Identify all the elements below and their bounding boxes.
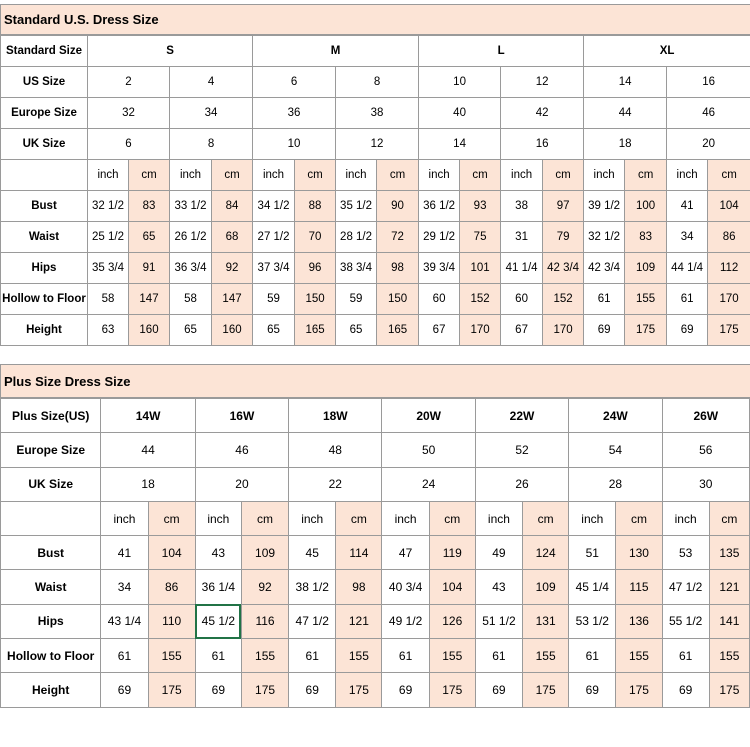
size-value-cell: 24 [382,467,475,501]
inch-value-cell: 69 [569,673,616,707]
cm-value-cell: 126 [429,604,475,638]
row-label: Europe Size [1,433,101,467]
inch-value-cell: 25 1/2 [88,222,129,253]
row-label: Waist [1,570,101,604]
inch-value-cell: 29 1/2 [419,222,460,253]
cm-value-cell: 147 [212,284,253,315]
inch-value-cell: 35 3/4 [88,253,129,284]
unit-cm-label: cm [429,501,475,535]
inch-value-cell: 58 [170,284,212,315]
cm-value-cell: 42 3/4 [543,253,584,284]
plus-size-title: Plus Size Dress Size [0,364,750,398]
size-value-cell: 36 [253,98,336,129]
inch-value-cell: 32 1/2 [584,222,625,253]
cm-value-cell: 93 [460,191,501,222]
size-value-cell: 40 [419,98,501,129]
size-value-cell: 10 [253,129,336,160]
inch-value-cell: 61 [475,639,522,673]
inch-value-cell: 59 [253,284,295,315]
size-value-cell: 6 [88,129,170,160]
uk-row [1,129,750,160]
inch-value-cell: 45 [289,536,336,570]
inch-value-cell: 69 [195,673,241,707]
row-label: Height [1,673,101,707]
inch-value-cell: 28 1/2 [336,222,377,253]
size-value-cell: 2 [88,67,170,98]
size-header-cell: 14W [101,399,195,433]
inch-value-cell: 45 1/4 [569,570,616,604]
measurement-row-bust [1,191,750,222]
cm-value-cell: 175 [148,673,195,707]
inch-value-cell: 47 1/2 [662,570,709,604]
cm-value-cell: 155 [523,639,569,673]
unit-cm-label: cm [460,160,501,191]
cm-value-cell: 155 [148,639,195,673]
cm-value-cell: 104 [429,570,475,604]
unit-inch-label: inch [336,160,377,191]
cm-value-cell: 141 [709,604,749,638]
row-label: Europe Size [1,98,88,129]
row-label: Waist [1,222,88,253]
unit-inch-label: inch [170,160,212,191]
unit-inch-label: inch [584,160,625,191]
unit-inch-label: inch [101,501,148,535]
row-label: Hips [1,604,101,638]
unit-row [1,501,750,535]
measurement-row-waist [1,570,750,604]
inch-value-cell: 41 1/4 [501,253,543,284]
unit-cm-label: cm [212,160,253,191]
inch-value-cell: 26 1/2 [170,222,212,253]
size-row [1,399,750,433]
cm-value-cell: 175 [523,673,569,707]
size-value-cell: 56 [662,433,749,467]
cm-value-cell: 175 [336,673,382,707]
inch-value-cell: 69 [662,673,709,707]
unit-cm-label: cm [241,501,288,535]
inch-value-cell: 36 1/4 [195,570,241,604]
size-value-cell: 10 [419,67,501,98]
inch-value-cell: 42 3/4 [584,253,625,284]
size-value-cell: 8 [336,67,419,98]
row-label: Bust [1,536,101,570]
inch-value-cell: 67 [501,315,543,346]
inch-value-cell: 65 [170,315,212,346]
size-value-cell: 48 [289,433,382,467]
inch-value-cell: 61 [195,639,241,673]
measurement-row-hips [1,604,750,638]
size-value-cell: 42 [501,98,584,129]
cm-value-cell: 155 [336,639,382,673]
cm-value-cell: 155 [625,284,667,315]
unit-cm-label: cm [709,501,749,535]
cm-value-cell: 155 [241,639,288,673]
unit-cm-label: cm [295,160,336,191]
unit-inch-label: inch [662,501,709,535]
cm-value-cell: 150 [377,284,419,315]
cm-value-cell: 86 [148,570,195,604]
inch-value-cell: 51 1/2 [475,604,522,638]
row-label: Hollow to Floor [1,639,101,673]
unit-cm-label: cm [616,501,662,535]
unit-inch-label: inch [382,501,429,535]
cm-value-cell: 65 [129,222,170,253]
row-label: Plus Size(US) [1,399,101,433]
size-value-cell: 20 [195,467,288,501]
cm-value-cell: 79 [543,222,584,253]
cm-value-cell: 152 [543,284,584,315]
cm-value-cell: 175 [429,673,475,707]
size-value-cell: 32 [88,98,170,129]
row-label: Hips [1,253,88,284]
unit-cm-label: cm [523,501,569,535]
size-value-cell: 34 [170,98,253,129]
inch-value-cell: 63 [88,315,129,346]
cm-value-cell: 72 [377,222,419,253]
size-value-cell: 50 [382,433,475,467]
size-value-cell: 20 [667,129,750,160]
size-value-cell: 18 [101,467,195,501]
blank-cell [1,501,101,535]
cm-value-cell: 90 [377,191,419,222]
measurement-row-hollow-to-floor [1,284,750,315]
inch-value-cell: 69 [475,673,522,707]
inch-value-cell: 37 3/4 [253,253,295,284]
cm-value-cell: 114 [336,536,382,570]
inch-value-cell: 69 [289,673,336,707]
cm-value-cell: 84 [212,191,253,222]
inch-value-cell: 65 [253,315,295,346]
cm-value-cell: 160 [212,315,253,346]
measurement-row-waist [1,222,750,253]
unit-inch-label: inch [475,501,522,535]
inch-value-cell: 47 1/2 [289,604,336,638]
inch-value-cell: 38 [501,191,543,222]
size-row [1,36,750,67]
size-value-cell: 44 [584,98,667,129]
inch-value-cell: 59 [336,284,377,315]
size-value-cell: 38 [336,98,419,129]
plus-size-table [0,398,750,708]
unit-inch-label: inch [195,501,241,535]
selected-cell[interactable]: 45 1/2 [195,604,241,638]
cm-value-cell: 112 [708,253,750,284]
row-label: UK Size [1,467,101,501]
cm-value-cell: 98 [377,253,419,284]
inch-value-cell: 35 1/2 [336,191,377,222]
europe-row [1,433,750,467]
unit-cm-label: cm [148,501,195,535]
inch-value-cell: 53 [662,536,709,570]
cm-value-cell: 131 [523,604,569,638]
inch-value-cell: 31 [501,222,543,253]
size-value-cell: 14 [419,129,501,160]
inch-value-cell: 33 1/2 [170,191,212,222]
inch-value-cell: 60 [501,284,543,315]
size-value-cell: 46 [195,433,288,467]
cm-value-cell: 116 [241,604,288,638]
unit-cm-label: cm [377,160,419,191]
cm-value-cell: 104 [708,191,750,222]
inch-value-cell: 47 [382,536,429,570]
us-row [1,67,750,98]
inch-value-cell: 61 [662,639,709,673]
cm-value-cell: 109 [523,570,569,604]
size-value-cell: 14 [584,67,667,98]
inch-value-cell: 61 [667,284,708,315]
cm-value-cell: 160 [129,315,170,346]
cm-value-cell: 147 [129,284,170,315]
cm-value-cell: 130 [616,536,662,570]
inch-value-cell: 43 [195,536,241,570]
inch-value-cell: 34 1/2 [253,191,295,222]
cm-value-cell: 98 [336,570,382,604]
inch-value-cell: 69 [101,673,148,707]
size-value-cell: 12 [336,129,419,160]
inch-value-cell: 49 [475,536,522,570]
inch-value-cell: 55 1/2 [662,604,709,638]
cm-value-cell: 75 [460,222,501,253]
cm-value-cell: 155 [709,639,749,673]
cm-value-cell: 110 [148,604,195,638]
inch-value-cell: 40 3/4 [382,570,429,604]
cm-value-cell: 175 [616,673,662,707]
size-value-cell: 6 [253,67,336,98]
inch-value-cell: 34 [101,570,148,604]
unit-row [1,160,750,191]
inch-value-cell: 27 1/2 [253,222,295,253]
inch-value-cell: 69 [584,315,625,346]
inch-value-cell: 44 1/4 [667,253,708,284]
cm-value-cell: 175 [709,673,749,707]
standard-size-table [0,35,750,346]
inch-value-cell: 34 [667,222,708,253]
inch-value-cell: 51 [569,536,616,570]
inch-value-cell: 41 [101,536,148,570]
size-header-cell: 26W [662,399,749,433]
inch-value-cell: 38 1/2 [289,570,336,604]
unit-inch-label: inch [419,160,460,191]
inch-value-cell: 41 [667,191,708,222]
size-value-cell: 12 [501,67,584,98]
cm-value-cell: 100 [625,191,667,222]
inch-value-cell: 36 3/4 [170,253,212,284]
uk-row [1,467,750,501]
inch-value-cell: 65 [336,315,377,346]
inch-value-cell: 61 [289,639,336,673]
cm-value-cell: 83 [129,191,170,222]
cm-value-cell: 175 [708,315,750,346]
cm-value-cell: 175 [625,315,667,346]
unit-inch-label: inch [289,501,336,535]
cm-value-cell: 170 [460,315,501,346]
cm-value-cell: 165 [295,315,336,346]
inch-value-cell: 61 [382,639,429,673]
unit-cm-label: cm [129,160,170,191]
row-label: Height [1,315,88,346]
size-value-cell: 54 [569,433,662,467]
cm-value-cell: 150 [295,284,336,315]
cm-value-cell: 119 [429,536,475,570]
inch-value-cell: 61 [569,639,616,673]
cm-value-cell: 152 [460,284,501,315]
cm-value-cell: 68 [212,222,253,253]
row-label: Bust [1,191,88,222]
cm-value-cell: 96 [295,253,336,284]
unit-cm-label: cm [625,160,667,191]
unit-inch-label: inch [569,501,616,535]
size-value-cell: 18 [584,129,667,160]
size-value-cell: 16 [667,67,750,98]
measurement-row-height [1,315,750,346]
inch-value-cell: 36 1/2 [419,191,460,222]
unit-inch-label: inch [88,160,129,191]
cm-value-cell: 115 [616,570,662,604]
size-header-cell: M [253,36,419,67]
size-header-cell: 22W [475,399,568,433]
size-value-cell: 30 [662,467,749,501]
cm-value-cell: 175 [241,673,288,707]
size-header-cell: 24W [569,399,662,433]
size-header-cell: S [88,36,253,67]
standard-size-title: Standard U.S. Dress Size [0,4,750,35]
cm-value-cell: 155 [429,639,475,673]
unit-cm-label: cm [543,160,584,191]
europe-row [1,98,750,129]
measurement-row-bust [1,536,750,570]
cm-value-cell: 155 [616,639,662,673]
inch-value-cell: 39 3/4 [419,253,460,284]
measurement-row-hollow-to-floor [1,639,750,673]
size-value-cell: 4 [170,67,253,98]
unit-cm-label: cm [336,501,382,535]
measurement-row-hips [1,253,750,284]
size-value-cell: 46 [667,98,750,129]
unit-inch-label: inch [501,160,543,191]
cm-value-cell: 121 [709,570,749,604]
inch-value-cell: 43 1/4 [101,604,148,638]
cm-value-cell: 165 [377,315,419,346]
unit-cm-label: cm [708,160,750,191]
cm-value-cell: 109 [241,536,288,570]
unit-inch-label: inch [667,160,708,191]
size-header-cell: XL [584,36,750,67]
cm-value-cell: 70 [295,222,336,253]
inch-value-cell: 58 [88,284,129,315]
size-header-cell: 20W [382,399,475,433]
inch-value-cell: 39 1/2 [584,191,625,222]
size-value-cell: 44 [101,433,195,467]
inch-value-cell: 49 1/2 [382,604,429,638]
inch-value-cell: 60 [419,284,460,315]
inch-value-cell: 53 1/2 [569,604,616,638]
row-label: Hollow to Floor [1,284,88,315]
cm-value-cell: 83 [625,222,667,253]
inch-value-cell: 32 1/2 [88,191,129,222]
size-header-cell: 16W [195,399,288,433]
inch-value-cell: 61 [101,639,148,673]
size-header-cell: 18W [289,399,382,433]
cm-value-cell: 97 [543,191,584,222]
cm-value-cell: 86 [708,222,750,253]
cm-value-cell: 109 [625,253,667,284]
blank-cell [1,160,88,191]
row-label: UK Size [1,129,88,160]
cm-value-cell: 88 [295,191,336,222]
inch-value-cell: 61 [584,284,625,315]
inch-value-cell: 69 [667,315,708,346]
size-value-cell: 16 [501,129,584,160]
cm-value-cell: 170 [543,315,584,346]
measurement-row-height [1,673,750,707]
cm-value-cell: 91 [129,253,170,284]
cm-value-cell: 92 [212,253,253,284]
cm-value-cell: 104 [148,536,195,570]
inch-value-cell: 67 [419,315,460,346]
cm-value-cell: 136 [616,604,662,638]
row-label: US Size [1,67,88,98]
cm-value-cell: 92 [241,570,288,604]
cm-value-cell: 135 [709,536,749,570]
cm-value-cell: 101 [460,253,501,284]
size-header-cell: L [419,36,584,67]
size-value-cell: 52 [475,433,568,467]
cm-value-cell: 124 [523,536,569,570]
cm-value-cell: 170 [708,284,750,315]
row-label: Standard Size [1,36,88,67]
cm-value-cell: 121 [336,604,382,638]
size-value-cell: 22 [289,467,382,501]
unit-inch-label: inch [253,160,295,191]
inch-value-cell: 69 [382,673,429,707]
inch-value-cell: 38 3/4 [336,253,377,284]
size-value-cell: 26 [475,467,568,501]
size-value-cell: 8 [170,129,253,160]
inch-value-cell: 43 [475,570,522,604]
size-value-cell: 28 [569,467,662,501]
